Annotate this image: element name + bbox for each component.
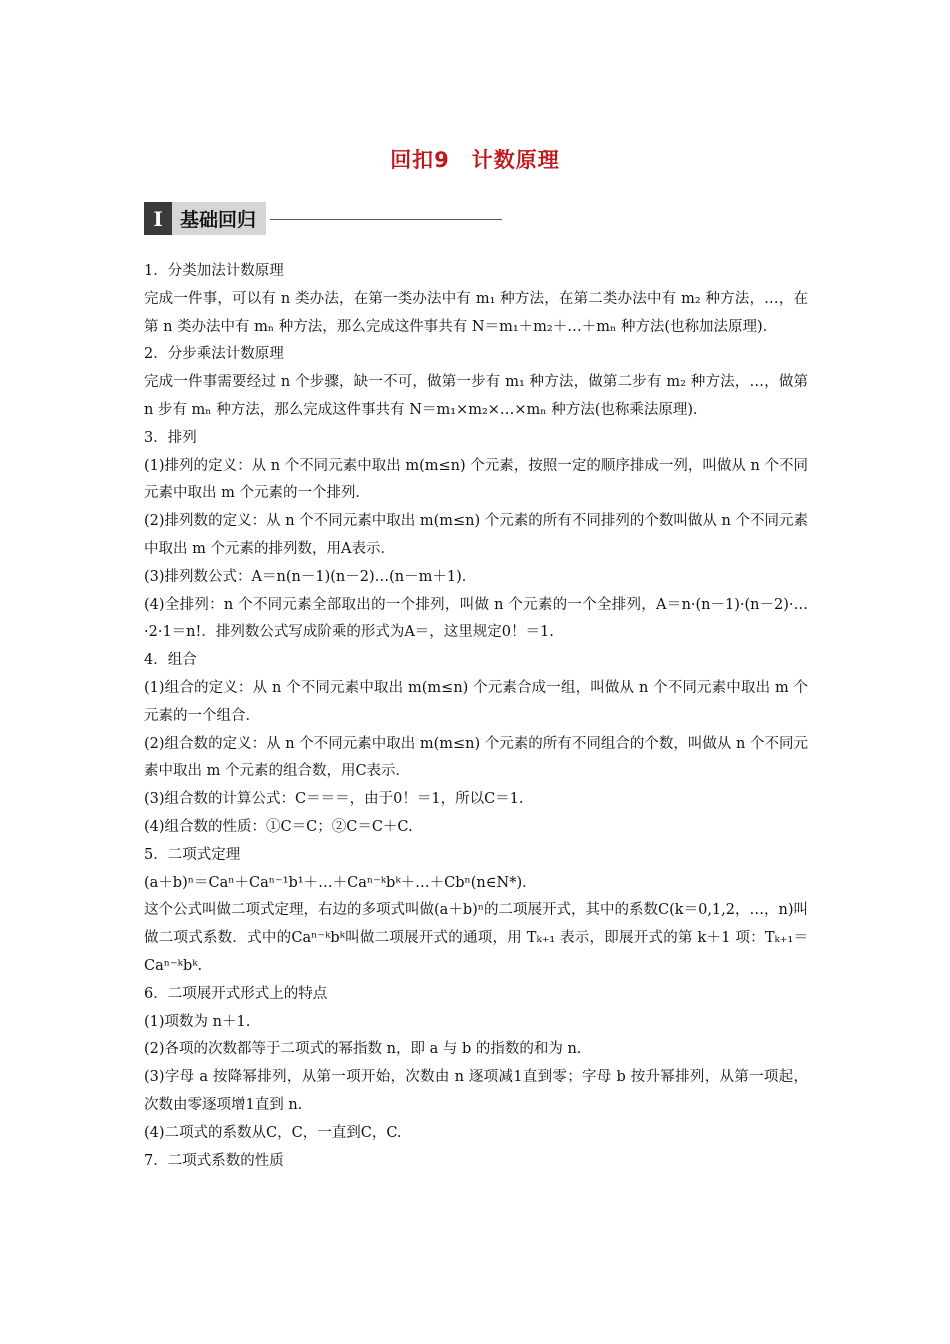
paragraph-heading: 7．二项式系数的性质 <box>144 1152 284 1169</box>
paragraph: (4)组合数的性质：①C＝C；②C＝C＋C. <box>144 818 413 835</box>
page-title: 回扣9 计数原理 <box>390 148 560 172</box>
formula: (a＋b)ⁿ＝Caⁿ＋Caⁿ⁻¹b¹＋…＋Caⁿ⁻ᵏbᵏ＋…＋Cbⁿ(n∈N*)． <box>144 874 537 891</box>
paragraph-heading: 5．二项式定理 <box>144 846 241 863</box>
paragraph: (1)组合的定义：从 n 个不同元素中取出 m(m≤n) 个元素合成一组，叫做从 n 个不同元素中取出 m 个元素的一个组合． <box>144 679 808 724</box>
paragraph: (3)组合数的计算公式：C＝＝＝，由于0！＝1，所以C＝1. <box>144 791 524 808</box>
section-title: 基础回归 <box>172 202 266 235</box>
section-header <box>144 202 502 235</box>
paragraph: (4)全排列：n 个不同元素全部取出的一个排列，叫做 n 个元素的一个全排列，A＝n·(n－1)·(n－2)·…·2·1＝n!．排列数公式写成阶乘的形式为A＝，这里规定0！＝1. <box>144 596 808 641</box>
paragraph: (2)组合数的定义：从 n 个不同元素中取出 m(m≤n) 个元素的所有不同组合的个数，叫做从 n 个不同元素中取出 m 个元素的组合数，用C表示． <box>144 735 808 780</box>
header-divider <box>270 219 502 220</box>
paragraph: (1)项数为 n＋1. <box>144 1013 251 1030</box>
paragraph: (4)二项式的系数从C，C，一直到C，C. <box>144 1124 402 1141</box>
paragraph: (2)排列数的定义：从 n 个不同元素中取出 m(m≤n) 个元素的所有不同排列的个数叫做从 n 个不同元素中取出 m 个元素的排列数，用A表示． <box>144 513 808 557</box>
paragraph-heading: 3．排列 <box>144 429 197 446</box>
paragraph: (2)各项的次数都等于二项式的幂指数 n，即 a 与 b 的指数的和为 n. <box>144 1041 582 1058</box>
paragraph: (3)排列数公式：A＝n(n－1)(n－2)…(n－m＋1)． <box>144 568 477 585</box>
paragraph-heading: 2．分步乘法计数原理 <box>144 346 284 363</box>
paragraph-heading: 1．分类加法计数原理 <box>144 263 284 279</box>
paragraph: 完成一件事需要经过 n 个步骤，缺一不可，做第一步有 m₁ 种方法，做第二步有 m₂ 种方法，…，做第 n 步有 mₙ 种方法，那么完成这件事共有 N＝m₁×m₂×…×mₙ 种方法(也称乘法原理)． <box>144 374 808 418</box>
paragraph-heading: 4．组合 <box>144 652 197 669</box>
main-content <box>144 258 808 1175</box>
paragraph: 完成一件事，可以有 n 类办法，在第一类办法中有 m₁ 种方法，在第二类办法中有 m₂ 种方法，…，在第 n 类办法中有 mₙ 种方法，那么完成这件事共有 N＝m₁＋m₂＋…＋mₙ 种方法(也称加法原理)． <box>144 290 808 335</box>
paragraph: (1)排列的定义：从 n 个不同元素中取出 m(m≤n) 个元素，按照一定的顺序排成一列，叫做从 n 个不同元素中取出 m 个元素的一个排列． <box>144 457 808 502</box>
section-number-box: I <box>144 202 172 235</box>
paragraph: 这个公式叫做二项式定理，右边的多项式叫做(a＋b)ⁿ的二项展开式，其中的系数C(k＝0,1,2，…，n)叫做二项式系数．式中的Caⁿ⁻ᵏbᵏ叫做二项展开式的通项，用 Tₖ₊₁ 表示，即展开式的第 k＋1 项：Tₖ₊₁＝Caⁿ⁻ᵏbᵏ. <box>144 902 808 974</box>
paragraph-heading: 6．二项展开式形式上的特点 <box>144 985 328 1002</box>
paragraph: (3)字母 a 按降幂排列，从第一项开始，次数由 n 逐项减1直到零；字母 b 按升幂排列，从第一项起，次数由零逐项增1直到 n. <box>144 1069 808 1113</box>
